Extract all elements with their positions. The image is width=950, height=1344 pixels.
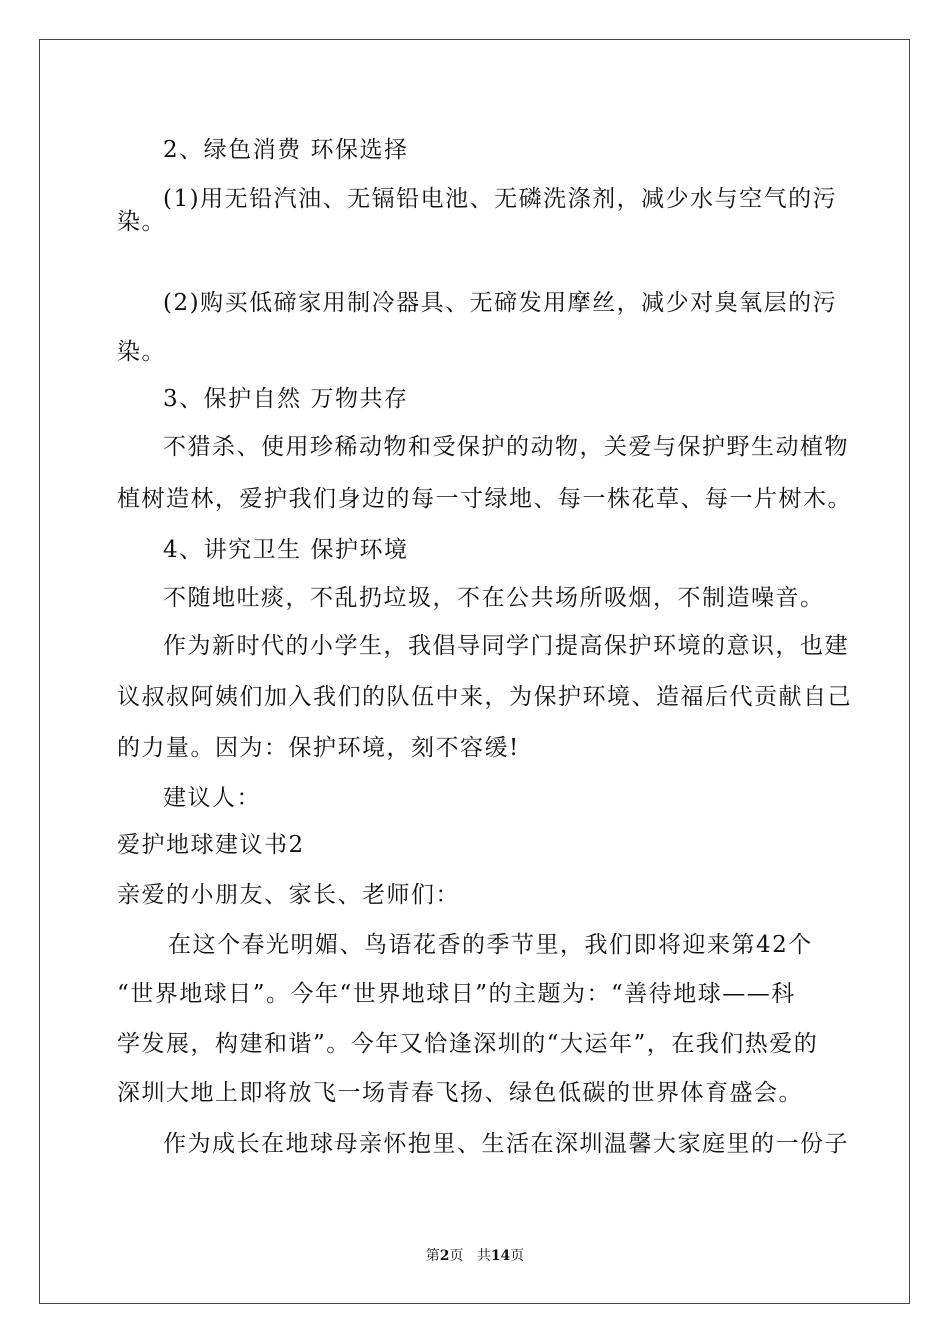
heading-hygiene: 4、讲究卫生 保护环境 xyxy=(163,537,409,563)
footer-total-suffix: 页 xyxy=(510,1248,525,1264)
paragraph-line: 作为成长在地球母亲怀抱里、生活在深圳温馨大家庭里的一份子 xyxy=(163,1131,849,1157)
footer-total-pages: 14 xyxy=(490,1248,511,1264)
footer-page-prefix: 第 xyxy=(425,1248,440,1264)
page-border xyxy=(39,39,910,1304)
footer-total-prefix: 共 xyxy=(476,1248,491,1264)
paragraph-line: 不猎杀、使用珍稀动物和受保护的动物，关爱与保护野生动植物 xyxy=(163,434,849,460)
heading-green-consumption: 2、绿色消费 环保选择 xyxy=(163,137,409,163)
paragraph-line: “世界地球日”。今年“世界地球日”的主题为：“善待地球——科 xyxy=(117,981,796,1007)
paragraph-line: 作为新时代的小学生，我倡导同学门提高保护环境的意识，也建 xyxy=(163,633,849,659)
footer-page-suffix: 页 xyxy=(449,1248,464,1264)
page-footer xyxy=(0,1247,950,1265)
salutation: 亲爱的小朋友、家长、老师们： xyxy=(117,882,460,908)
paragraph-line: 的力量。因为：保护环境，刻不容缓! xyxy=(117,735,520,761)
heading-protect-nature: 3、保护自然 万物共存 xyxy=(163,386,409,412)
paragraph-line: (1)用无铅汽油、无镉铅电池、无磷洗涤剂，减少水与空气的污 xyxy=(163,186,838,212)
signature-label: 建议人： xyxy=(163,785,261,811)
paragraph-line: 不随地吐痰，不乱扔垃圾，不在公共场所吸烟，不制造噪音。 xyxy=(163,585,825,611)
paragraph-line: 深圳大地上即将放飞一场青春飞扬、绿色低碳的世界体育盛会。 xyxy=(117,1080,803,1106)
paragraph-line: 植树造林，爱护我们身边的每一寸绿地、每一株花草、每一片树木。 xyxy=(117,486,852,512)
paragraph-line: (2)购买低碲家用制冷器具、无碲发用摩丝，减少对臭氧层的污 xyxy=(163,290,838,316)
paragraph-line: 在这个春光明媚、鸟语花香的季节里，我们即将迎来第42个 xyxy=(168,932,813,958)
paragraph-line: 议叔叔阿姨们加入我们的队伍中来，为保护环境、造福后代贡献自己 xyxy=(117,684,852,710)
paragraph-line: 染。 xyxy=(117,209,166,235)
paragraph-line: 学发展，构建和谐”。今年又恰逢深圳的“大运年”，在我们热爱的 xyxy=(117,1031,819,1057)
footer-page-number: 2 xyxy=(439,1248,450,1264)
paragraph-line: 染。 xyxy=(117,339,166,365)
section-title: 爱护地球建议书2 xyxy=(117,832,305,858)
